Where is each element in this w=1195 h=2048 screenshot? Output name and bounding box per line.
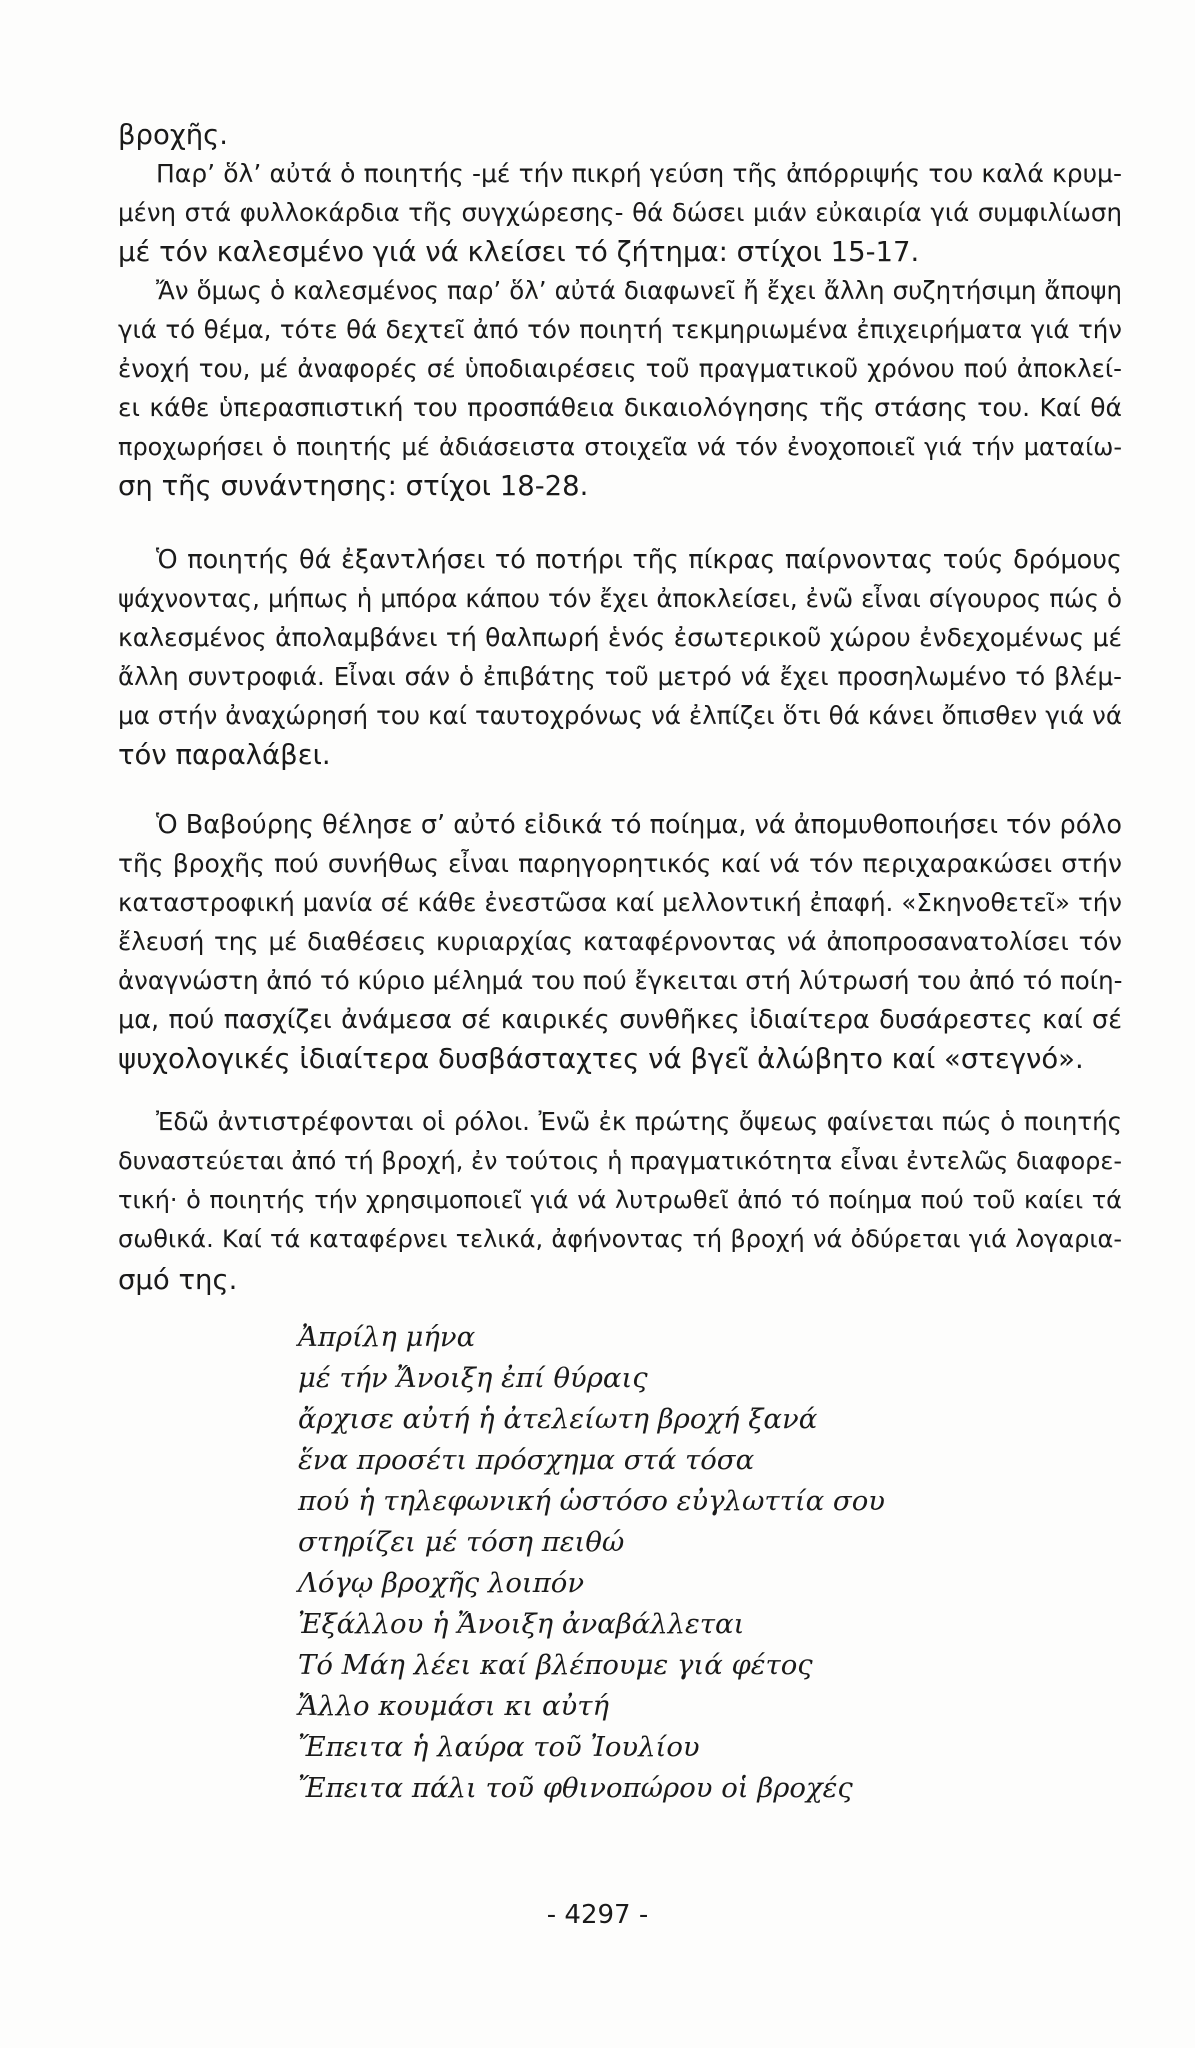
text-line: γιά τό θέμα, τότε θά δεχτεῖ ἀπό τόν ποιητή τεκμηριωμένα ἐπιχειρήματα γιά τήν — [118, 315, 1122, 344]
poem-verse: Ἔπειτα ἡ λαύρα τοῦ Ἰουλίου — [298, 1731, 700, 1763]
text-line: ση τῆς συνάντησης: στίχοι 18-28. — [118, 470, 589, 502]
text-line: τῆς βροχῆς πού συνήθως εἶναι παρηγορητικός καί νά τόν περιχαρακώσει στήν — [118, 849, 1122, 878]
poem-verse: ἕνα προσέτι πρόσχημα στά τόσα — [298, 1444, 755, 1476]
text-line: σωθικά. Καί τά καταφέρνει τελικά, ἀφήνοντας τή βροχή νά ὀδύρεται γιά λογαρια- — [118, 1225, 1122, 1253]
text-line: τόν παραλάβει. — [118, 739, 331, 771]
text-line: μένη στά φυλλοκάρδια τῆς συγχώρεσης- θά δώσει μιάν εὐκαιρία γιά συμφιλίωση — [118, 198, 1122, 227]
text-line: μέ τόν καλεσμένο γιά νά κλείσει τό ζήτημα: στίχοι 15-17. — [118, 236, 920, 268]
text-line: σμό της. — [118, 1264, 238, 1296]
text-line: προχωρήσει ὁ ποιητής μέ ἀδιάσειστα στοιχεῖα νά τόν ἐνοχοποιεῖ γιά τήν ματαίω- — [118, 433, 1122, 461]
text-line: ἔλευσή της μέ διαθέσεις κυριαρχίας καταφέρνοντας νά ἀποπροσανατολίσει τόν — [118, 927, 1122, 956]
page-number: - 4297 - — [546, 1900, 649, 1930]
text-line: ἀναγνώστη ἀπό τό κύριο μέλημά του πού ἔγκειται στή λύτρωσή του ἀπό τό ποίη- — [118, 966, 1123, 995]
poem-verse: Λόγῳ βροχῆς λοιπόν — [298, 1567, 585, 1599]
text-line: μα, πού πασχίζει ἀνάμεσα σέ καιρικές συνθῆκες ἰδιαίτερα δυσάρεστες καί σέ — [118, 1005, 1122, 1035]
text-line: καλεσμένος ἀπολαμβάνει τή θαλπωρή ἑνός ἐσωτερικοῦ χώρου ἐνδεχομένως μέ — [118, 623, 1122, 652]
paragraph-start-line: Ὁ ποιητής θά ἐξαντλήσει τό ποτήρι τῆς πίκρας παίρνοντας τούς δρόμους — [156, 545, 1122, 575]
poem-verse: Ἐξάλλου ἡ Ἄνοιξη ἀναβάλλεται — [298, 1608, 745, 1640]
text-line: ψυχολογικές ἰδιαίτερα δυσβάσταχτες νά βγεῖ ἀλώβητο καί «στεγνό». — [118, 1043, 1084, 1075]
text-line: ἐνοχή του, μέ ἀναφορές σέ ὑποδιαιρέσεις τοῦ πραγματικοῦ χρόνου πού ἀποκλεί- — [118, 354, 1122, 383]
poem-verse: Τό Μάη λέει καί βλέπουμε γιά φέτος — [298, 1649, 813, 1681]
text-line: καταστροφική μανία σέ κάθε ἐνεστῶσα καί μελλοντική ἐπαφή. «Σκηνοθετεῖ» τήν — [118, 888, 1122, 917]
text-line: ει κάθε ὑπερασπιστική του προσπάθεια δικαιολόγησης τῆς στάσης του. Καί θά — [118, 393, 1122, 422]
text-line: βροχῆς. — [118, 119, 229, 151]
poem-verse: μέ τήν Ἄνοιξη ἐπί θύραις — [298, 1362, 648, 1394]
poem-verse: ἄρχισε αὐτή ἡ ἀτελείωτη βροχή ξανά — [298, 1403, 818, 1435]
paragraph-start-line: Ἐδῶ ἀντιστρέφονται οἱ ρόλοι. Ἐνῶ ἐκ πρώτης ὄψεως φαίνεται πώς ὁ ποιητής — [156, 1107, 1122, 1136]
poem-verse: Ἀπρίλη μήνα — [298, 1321, 476, 1353]
text-line: δυναστεύεται ἀπό τή βροχή, ἐν τούτοις ἡ πραγματικότητα εἶναι ἐντελῶς διαφορε- — [118, 1147, 1122, 1175]
text-line: τική· ὁ ποιητής τήν χρησιμοποιεῖ γιά νά λυτρωθεῖ ἀπό τό ποίημα πού τοῦ καίει τά — [118, 1186, 1122, 1214]
poem-verse: Ἄλλο κουμάσι κι αὐτή — [298, 1690, 609, 1722]
poem-verse: Ἔπειτα πάλι τοῦ φθινοπώρου οἱ βροχές — [298, 1772, 853, 1804]
text-line: ψάχνοντας, μήπως ἡ μπόρα κάπου τόν ἔχει ἀποκλείσει, ἐνῶ εἶναι σίγουρος πώς ὁ — [118, 584, 1122, 613]
text-line: μα στήν ἀναχώρησή του καί ταυτοχρόνως νά ἐλπίζει ὅτι θά κάνει ὄπισθεν γιά νά — [118, 701, 1122, 730]
paragraph-start-line: Ὁ Βαβούρης θέλησε σ’ αὐτό εἰδικά τό ποίημα, νά ἀπομυθοποιήσει τόν ρόλο — [156, 810, 1122, 840]
paragraph-start-line: Ἄν ὅμως ὁ καλεσμένος παρ’ ὅλ’ αὐτά διαφωνεῖ ἤ ἔχει ἄλλη συζητήσιμη ἄποψη — [156, 276, 1122, 305]
text-line: ἄλλη συντροφιά. Εἶναι σάν ὁ ἐπιβάτης τοῦ μετρό νά ἔχει προσηλωμένο τό βλέμ- — [118, 662, 1122, 691]
paragraph-start-line: Παρ’ ὅλ’ αὐτά ὁ ποιητής -μέ τήν πικρή γεύση τῆς ἀπόρριψής του καλά κρυμ- — [156, 159, 1122, 188]
poem-verse: πού ἡ τηλεφωνική ὡστόσο εὐγλωττία σου — [298, 1485, 885, 1517]
poem-verse: στηρίζει μέ τόση πειθώ — [298, 1526, 625, 1558]
